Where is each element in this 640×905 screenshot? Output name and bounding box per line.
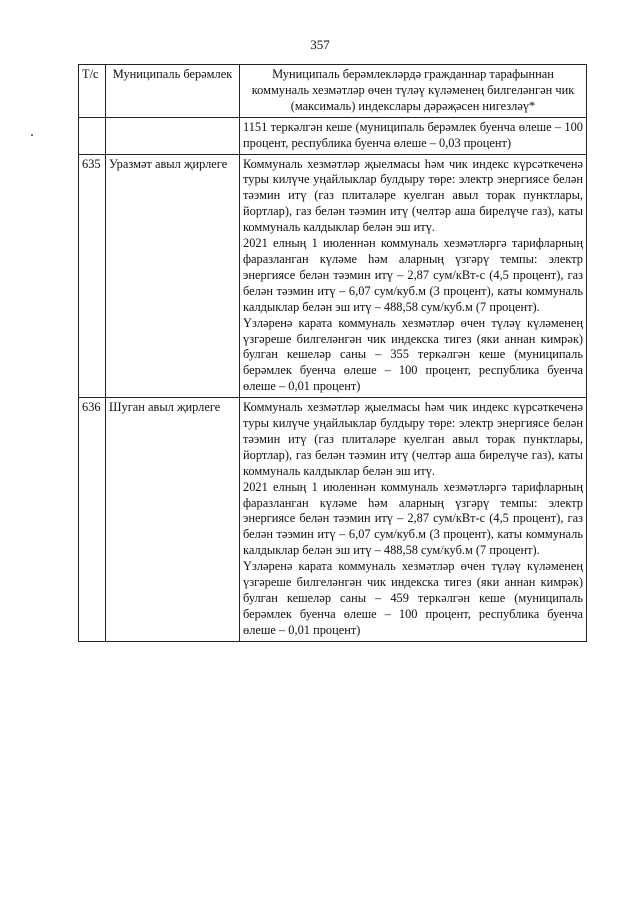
municipal-table xyxy=(78,64,587,642)
row-paragraph: Коммуналь хезмәтләр җыелмасы һәм чик индекс күрсәткеченә туры килүче уңайлыклар булдыру төре: электр энергиясе белән тәэмин итү (газ плиталәре куелган авыл торак пунктлары, йортлар), газ белән тәэмин итү (челтәр аша бирелүче газ), каты коммуналь калдыклар белән эш итү. xyxy=(243,400,583,478)
row-number: 635 xyxy=(79,154,106,398)
header-justification: Муниципаль берәмлекләрдә гражданнар тарафыннан коммуналь хезмәтләр өчен түләү күләменең билгеләнгән чик (максималь) индекслары дәрәҗәсен нигезләү* xyxy=(240,65,587,118)
row-number xyxy=(79,117,106,154)
row-justification xyxy=(240,154,587,398)
table-header-row xyxy=(79,65,587,118)
page-number: 357 xyxy=(310,37,330,52)
table-row xyxy=(79,117,587,154)
table-row xyxy=(79,398,587,642)
row-paragraph: Үзләренә карата коммуналь хезмәтләр өчен түләү күләменең үзгәреше билгеләнгән чик индекска тигез (яки аннан кимрәк) булган кешеләр саны – 459 теркәлгән кеше (муниципаль берәмлек буенча өлеше – 100 процент, республика буенча өлеше – 0,01 процент) xyxy=(243,559,583,637)
row-paragraph: Үзләренә карата коммуналь хезмәтләр өчен түләү күләменең үзгәреше билгеләнгән чик индекска тигез (яки аннан кимрәк) булган кешеләр саны – 355 теркәлгән кеше (муниципаль берәмлек буенча өлеше – 100 процент, республика буенча өлеше – 0,01 процент) xyxy=(243,315,583,394)
row-municipality: Шуган авыл җирлеге xyxy=(106,398,240,642)
row-paragraph: 2021 елның 1 июленнән коммуналь хезмәтләргә тарифларның фаразланган күләме һәм аларның үзгәрү темпы: электр энергиясе белән тәэмин итү – 2,87 сум/кВт-с (4,5 процент), газ белән тәэмин итү – 6,07 сум/куб.м (3 процент), каты коммуналь калдыклар белән эш итү – 488,58 сум/куб.м (7 процент). xyxy=(243,236,583,314)
row-justification xyxy=(240,117,587,154)
table-row xyxy=(79,154,587,398)
row-municipality: Уразмәт авыл җирлеге xyxy=(106,154,240,398)
header-municipality: Муниципаль берәмлек xyxy=(106,65,240,118)
row-number: 636 xyxy=(79,398,106,642)
row-paragraph: 1151 теркәлгән кеше (муниципаль берәмлек буенча өлеше – 100 процент, республика буенча өлеше – 0,03 процент) xyxy=(243,119,583,150)
row-paragraph: Коммуналь хезмәтләр җыелмасы һәм чик индекс күрсәткеченә туры килүче уңайлыклар булдыру төре: электр энергиясе белән тәэмин итү (газ плиталәре куелган авыл торак пунктлары, йортлар), газ белән тәэмин итү (челтәр аша бирелүче газ), каты коммуналь калдыклар белән эш итү. xyxy=(243,156,583,235)
row-justification xyxy=(240,398,587,642)
header-number: Т/с xyxy=(79,65,106,118)
margin-dot xyxy=(31,134,33,136)
row-paragraph: 2021 елның 1 июленнән коммуналь хезмәтләргә тарифларның фаразланган күләме һәм аларның үзгәрү темпы: электр энергиясе белән тәэмин итү – 2,87 сум/кВт-с (4,5 процент), газ белән тәэмин итү – 6,07 сум/куб.м (3 процент), каты коммуналь калдыклар белән эш итү – 488,58 сум/куб.м (7 процент). xyxy=(243,479,583,558)
row-municipality xyxy=(106,117,240,154)
